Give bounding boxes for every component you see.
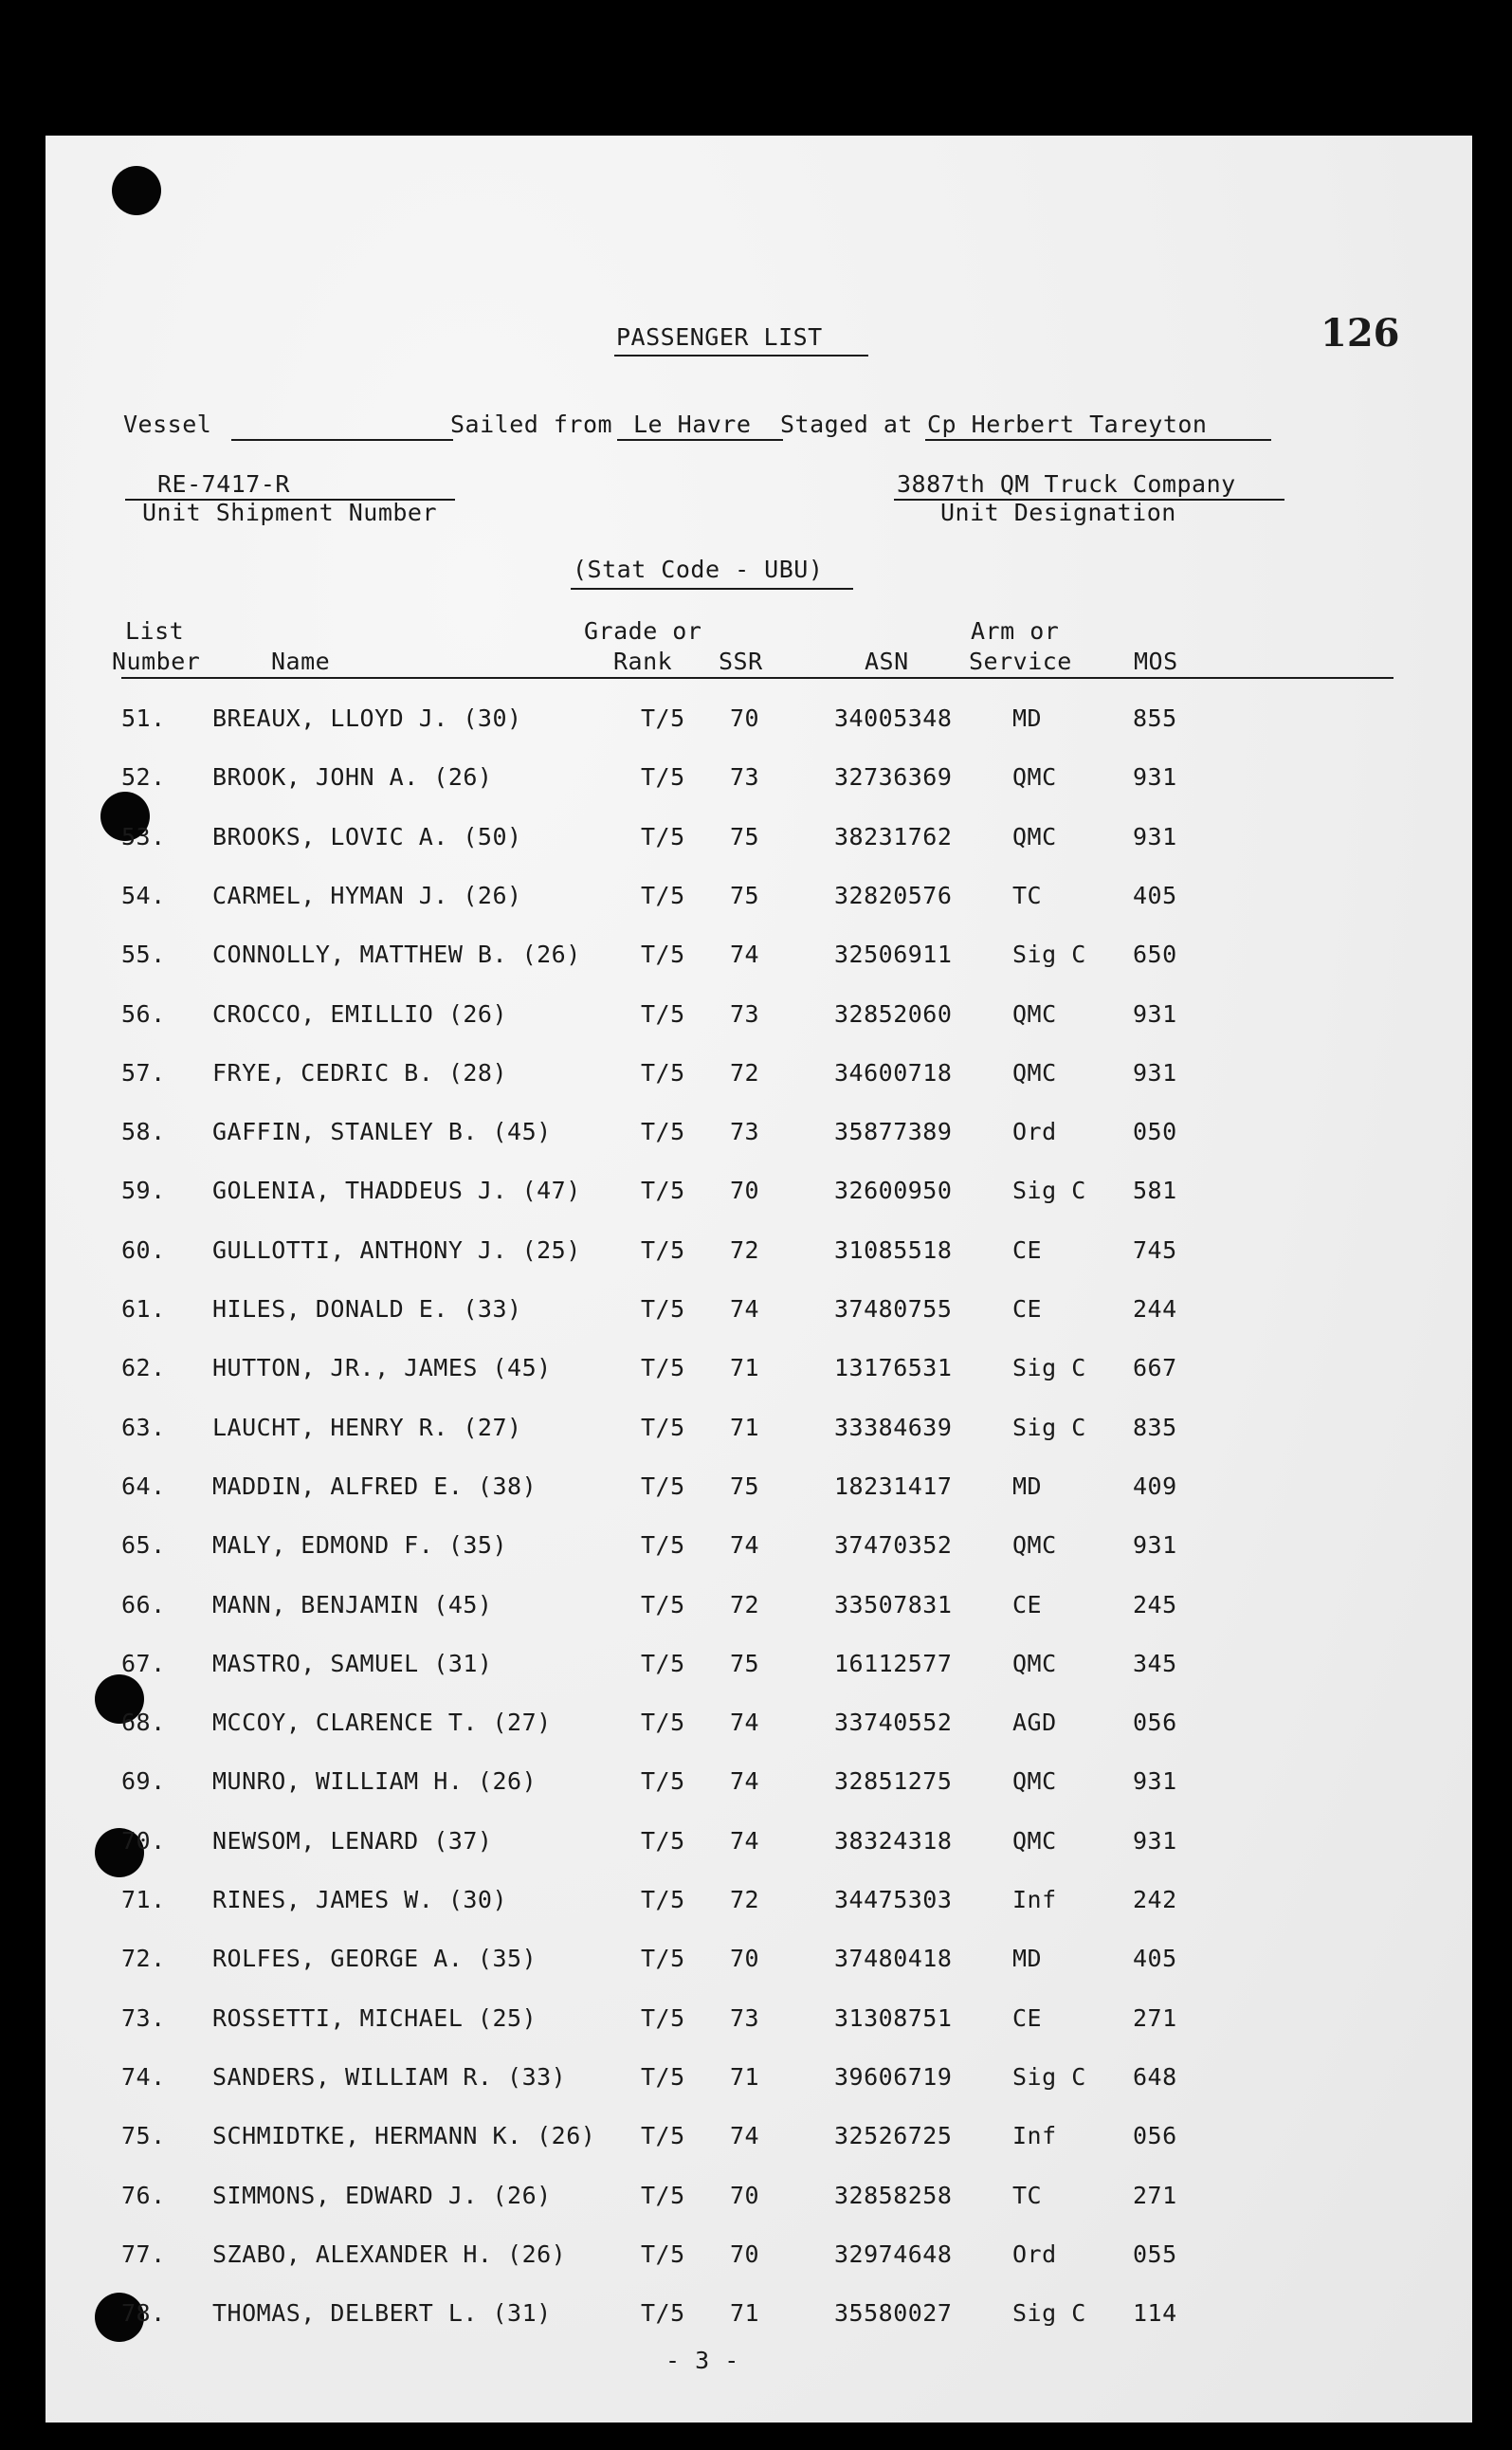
grade: T/5 [641, 1354, 685, 1382]
grade: T/5 [641, 1826, 685, 1855]
table-row [46, 1591, 1472, 1629]
mos: 242 [1133, 1886, 1177, 1913]
asn: 33740552 [834, 1709, 953, 1737]
arm-or-service: CE [1012, 1235, 1043, 1264]
passenger-name: NEWSOM, LENARD (37) [212, 1826, 493, 1855]
grade: T/5 [641, 1531, 685, 1560]
passenger-name: MUNRO, WILLIAM H. (26) [212, 1767, 537, 1796]
passenger-name: MCCOY, CLARENCE T. (27) [212, 1709, 552, 1737]
ssr: 71 [730, 2062, 760, 2091]
passenger-name: CONNOLLY, MATTHEW B. (26) [212, 941, 581, 969]
list-number: 65. [121, 1531, 166, 1560]
arm-or-service: QMC [1012, 763, 1057, 792]
passenger-name: ROLFES, GEORGE A. (35) [212, 1945, 537, 1973]
arm-or-service: Sig C [1012, 1413, 1086, 1441]
grade: T/5 [641, 1472, 685, 1500]
staged-at-value: Cp Herbert Tareyton [927, 411, 1208, 438]
table-row [46, 2063, 1472, 2101]
mos: 271 [1133, 2003, 1177, 2032]
col-header-arm-2: Service [969, 648, 1072, 675]
table-row [46, 1177, 1472, 1215]
table-row [46, 823, 1472, 861]
arm-or-service: Inf [1012, 2122, 1057, 2150]
list-number: 70. [121, 1826, 166, 1855]
passenger-name: CARMEL, HYMAN J. (26) [212, 881, 522, 909]
asn: 18231417 [834, 1472, 953, 1500]
ssr: 71 [730, 2299, 760, 2328]
ssr: 73 [730, 2003, 760, 2032]
arm-or-service: CE [1012, 1295, 1043, 1323]
mos: 745 [1133, 1235, 1177, 1264]
passenger-name: MALY, EDMOND F. (35) [212, 1531, 508, 1560]
passenger-name: SANDERS, WILLIAM R. (33) [212, 2062, 567, 2091]
col-header-asn: ASN [865, 648, 909, 675]
ssr: 72 [730, 1235, 760, 1264]
arm-or-service: TC [1012, 881, 1043, 909]
col-header-grade-2: Rank [613, 648, 673, 675]
table-row [46, 882, 1472, 920]
list-number: 56. [121, 999, 166, 1028]
table-row [46, 1886, 1472, 1924]
asn: 34475303 [834, 1886, 953, 1913]
table-row [46, 2122, 1472, 2160]
col-header-list-number-2: Number [112, 648, 201, 675]
mos: 245 [1133, 1590, 1177, 1618]
grade: T/5 [641, 1118, 685, 1146]
passenger-name: HUTTON, JR., JAMES (45) [212, 1354, 552, 1382]
list-number: 55. [121, 941, 166, 969]
list-number: 73. [121, 2003, 166, 2032]
grade: T/5 [641, 941, 685, 969]
asn: 35877389 [834, 1118, 953, 1146]
list-number: 59. [121, 1177, 166, 1205]
table-row [46, 1414, 1472, 1452]
ssr: 70 [730, 1945, 760, 1973]
passenger-name: MANN, BENJAMIN (45) [212, 1590, 493, 1618]
arm-or-service: QMC [1012, 1531, 1057, 1560]
passenger-name: GAFFIN, STANLEY B. (45) [212, 1118, 552, 1146]
ssr: 72 [730, 1058, 760, 1087]
arm-or-service: QMC [1012, 1649, 1057, 1677]
page-title: PASSENGER LIST [616, 323, 823, 351]
unit-shipment-number-label: Unit Shipment Number [142, 499, 438, 526]
ssr: 72 [730, 1886, 760, 1913]
asn: 39606719 [834, 2062, 953, 2091]
table-row [46, 2182, 1472, 2220]
grade: T/5 [641, 1235, 685, 1264]
table-row [46, 1945, 1472, 1983]
mos: 667 [1133, 1354, 1177, 1382]
list-number: 67. [121, 1649, 166, 1677]
grade: T/5 [641, 2122, 685, 2150]
grade: T/5 [641, 704, 685, 732]
mos: 409 [1133, 1472, 1177, 1500]
title-underline [614, 355, 868, 357]
list-number: 63. [121, 1413, 166, 1441]
passenger-name: MASTRO, SAMUEL (31) [212, 1649, 493, 1677]
asn: 16112577 [834, 1649, 953, 1677]
asn: 35580027 [834, 2299, 953, 2328]
mos: 931 [1133, 1826, 1177, 1855]
asn: 33384639 [834, 1413, 953, 1441]
grade: T/5 [641, 1058, 685, 1087]
vessel-underline [231, 439, 453, 441]
grade: T/5 [641, 1709, 685, 1737]
grade: T/5 [641, 1413, 685, 1441]
arm-or-service: Sig C [1012, 2062, 1086, 2091]
ssr: 70 [730, 704, 760, 732]
mos: 931 [1133, 1531, 1177, 1560]
table-row [46, 1531, 1472, 1569]
ssr: 73 [730, 999, 760, 1028]
mos: 581 [1133, 1177, 1177, 1205]
mos: 405 [1133, 1945, 1177, 1973]
sailed-from-value: Le Havre [633, 411, 752, 438]
arm-or-service: Sig C [1012, 1177, 1086, 1205]
passenger-name: SZABO, ALEXANDER H. (26) [212, 2240, 567, 2268]
sailed-from-underline [617, 439, 783, 441]
list-number: 51. [121, 704, 166, 732]
arm-or-service: Ord [1012, 2240, 1057, 2268]
mos: 056 [1133, 1709, 1177, 1737]
table-row [46, 763, 1472, 801]
arm-or-service: Sig C [1012, 2299, 1086, 2328]
asn: 34005348 [834, 704, 953, 732]
passenger-name: SIMMONS, EDWARD J. (26) [212, 2181, 552, 2209]
ssr: 74 [730, 1295, 760, 1323]
arm-or-service: MD [1012, 704, 1043, 732]
asn: 37480755 [834, 1295, 953, 1323]
table-row [46, 2299, 1472, 2337]
list-number: 58. [121, 1118, 166, 1146]
table-row [46, 1000, 1472, 1038]
arm-or-service: MD [1012, 1945, 1043, 1973]
passenger-name: LAUCHT, HENRY R. (27) [212, 1413, 522, 1441]
list-number: 74. [121, 2062, 166, 2091]
grade: T/5 [641, 1590, 685, 1618]
asn: 32974648 [834, 2240, 953, 2268]
table-row [46, 2240, 1472, 2278]
staged-at-underline [925, 439, 1271, 441]
mos: 271 [1133, 2181, 1177, 2209]
grade: T/5 [641, 1177, 685, 1205]
grade: T/5 [641, 822, 685, 850]
mos: 835 [1133, 1413, 1177, 1441]
grade: T/5 [641, 1295, 685, 1323]
arm-or-service: QMC [1012, 1767, 1057, 1796]
ssr: 70 [730, 2181, 760, 2209]
list-number: 54. [121, 881, 166, 909]
passenger-name: BREAUX, LLOYD J. (30) [212, 704, 522, 732]
unit-designation-label: Unit Designation [940, 499, 1176, 526]
mos: 931 [1133, 763, 1177, 792]
table-row [46, 2004, 1472, 2042]
passenger-name: RINES, JAMES W. (30) [212, 1886, 508, 1913]
unit-designation-value: 3887th QM Truck Company [897, 470, 1236, 498]
asn: 37480418 [834, 1945, 953, 1973]
arm-or-service: QMC [1012, 822, 1057, 850]
list-number: 57. [121, 1058, 166, 1087]
ssr: 74 [730, 1531, 760, 1560]
ssr: 74 [730, 941, 760, 969]
passenger-name: SCHMIDTKE, HERMANN K. (26) [212, 2122, 596, 2150]
passenger-name: HILES, DONALD E. (33) [212, 1295, 522, 1323]
arm-or-service: CE [1012, 1590, 1043, 1618]
list-number: 66. [121, 1590, 166, 1618]
unit-shipment-number-value: RE-7417-R [157, 470, 290, 498]
stat-code: (Stat Code - UBU) [573, 556, 824, 583]
staged-at-label: Staged at [780, 411, 913, 438]
list-number: 71. [121, 1886, 166, 1913]
passenger-name: ROSSETTI, MICHAEL (25) [212, 2003, 537, 2032]
table-row [46, 1118, 1472, 1156]
list-number: 76. [121, 2181, 166, 2209]
list-number: 69. [121, 1767, 166, 1796]
list-number: 75. [121, 2122, 166, 2150]
vessel-label: Vessel [123, 411, 212, 438]
grade: T/5 [641, 1945, 685, 1973]
ssr: 74 [730, 1767, 760, 1796]
grade: T/5 [641, 2181, 685, 2209]
asn: 32858258 [834, 2181, 953, 2209]
col-header-name: Name [271, 648, 331, 675]
grade: T/5 [641, 881, 685, 909]
ssr: 70 [730, 2240, 760, 2268]
col-header-list-number-1: List [125, 617, 185, 645]
ssr: 74 [730, 2122, 760, 2150]
table-row [46, 1650, 1472, 1688]
grade: T/5 [641, 999, 685, 1028]
table-row [46, 704, 1472, 742]
asn: 31085518 [834, 1235, 953, 1264]
mos: 114 [1133, 2299, 1177, 2328]
arm-or-service: Sig C [1012, 1354, 1086, 1382]
ssr: 75 [730, 881, 760, 909]
arm-or-service: TC [1012, 2181, 1043, 2209]
grade: T/5 [641, 763, 685, 792]
asn: 32852060 [834, 999, 953, 1028]
mos: 855 [1133, 704, 1177, 732]
col-header-grade-1: Grade or [584, 617, 702, 645]
arm-or-service: Sig C [1012, 941, 1086, 969]
ssr: 74 [730, 1709, 760, 1737]
ssr: 75 [730, 1649, 760, 1677]
list-number: 60. [121, 1235, 166, 1264]
passenger-name: GULLOTTI, ANTHONY J. (25) [212, 1235, 581, 1264]
ssr: 70 [730, 1177, 760, 1205]
grade: T/5 [641, 1649, 685, 1677]
table-row [46, 1709, 1472, 1746]
mos: 244 [1133, 1295, 1177, 1323]
passenger-name: THOMAS, DELBERT L. (31) [212, 2299, 552, 2328]
grade: T/5 [641, 1886, 685, 1913]
ssr: 75 [730, 1472, 760, 1500]
asn: 38324318 [834, 1826, 953, 1855]
list-number: 68. [121, 1709, 166, 1737]
table-row [46, 1472, 1472, 1510]
mos: 650 [1133, 941, 1177, 969]
arm-or-service: CE [1012, 2003, 1043, 2032]
ssr: 74 [730, 1826, 760, 1855]
mos: 345 [1133, 1649, 1177, 1677]
mos: 056 [1133, 2122, 1177, 2150]
list-number: 62. [121, 1354, 166, 1382]
ssr: 73 [730, 1118, 760, 1146]
grade: T/5 [641, 2062, 685, 2091]
arm-or-service: Ord [1012, 1118, 1057, 1146]
arm-or-service: Inf [1012, 1886, 1057, 1913]
arm-or-service: MD [1012, 1472, 1043, 1500]
asn: 33507831 [834, 1590, 953, 1618]
ssr: 73 [730, 763, 760, 792]
passenger-name: BROOK, JOHN A. (26) [212, 763, 493, 792]
grade: T/5 [641, 2003, 685, 2032]
table-row [46, 1354, 1472, 1392]
grade: T/5 [641, 1767, 685, 1796]
arm-or-service: QMC [1012, 1058, 1057, 1087]
col-header-ssr: SSR [719, 648, 763, 675]
stat-code-underline [571, 588, 853, 590]
document-page [46, 136, 1472, 2423]
list-number: 77. [121, 2240, 166, 2268]
ssr: 71 [730, 1413, 760, 1441]
grade: T/5 [641, 2240, 685, 2268]
ssr: 72 [730, 1590, 760, 1618]
passenger-name: BROOKS, LOVIC A. (50) [212, 822, 522, 850]
asn: 38231762 [834, 822, 953, 850]
asn: 34600718 [834, 1058, 953, 1087]
table-row [46, 1059, 1472, 1097]
arm-or-service: QMC [1012, 999, 1057, 1028]
passenger-name: CROCCO, EMILLIO (26) [212, 999, 508, 1028]
header-rule [121, 677, 1394, 679]
asn: 31308751 [834, 2003, 953, 2032]
grade: T/5 [641, 2299, 685, 2328]
table-row [46, 1236, 1472, 1274]
asn: 37470352 [834, 1531, 953, 1560]
page-footer: - 3 - [665, 2347, 739, 2374]
col-header-mos: MOS [1134, 648, 1178, 675]
asn: 32820576 [834, 881, 953, 909]
col-header-arm-1: Arm or [971, 617, 1060, 645]
list-number: 61. [121, 1295, 166, 1323]
asn: 32600950 [834, 1177, 953, 1205]
table-row [46, 941, 1472, 978]
ssr: 75 [730, 822, 760, 850]
page-number: 126 [1321, 311, 1400, 356]
arm-or-service: AGD [1012, 1709, 1057, 1737]
asn: 32506911 [834, 941, 953, 969]
mos: 055 [1133, 2240, 1177, 2268]
punch-hole [112, 166, 161, 215]
asn: 32736369 [834, 763, 953, 792]
mos: 648 [1133, 2062, 1177, 2091]
mos: 931 [1133, 999, 1177, 1028]
mos: 931 [1133, 1058, 1177, 1087]
list-number: 64. [121, 1472, 166, 1500]
table-row [46, 1827, 1472, 1865]
sailed-from-label: Sailed from [450, 411, 613, 438]
mos: 405 [1133, 881, 1177, 909]
mos: 050 [1133, 1118, 1177, 1146]
mos: 931 [1133, 822, 1177, 850]
list-number: 53. [121, 822, 166, 850]
table-row [46, 1295, 1472, 1333]
passenger-name: GOLENIA, THADDEUS J. (47) [212, 1177, 581, 1205]
asn: 32851275 [834, 1767, 953, 1796]
table-row [46, 1767, 1472, 1805]
asn: 32526725 [834, 2122, 953, 2150]
list-number: 52. [121, 763, 166, 792]
list-number: 72. [121, 1945, 166, 1973]
ssr: 71 [730, 1354, 760, 1382]
asn: 13176531 [834, 1354, 953, 1382]
mos: 931 [1133, 1767, 1177, 1796]
passenger-name: MADDIN, ALFRED E. (38) [212, 1472, 537, 1500]
passenger-name: FRYE, CEDRIC B. (28) [212, 1058, 508, 1087]
list-number: 78. [121, 2299, 166, 2328]
arm-or-service: QMC [1012, 1826, 1057, 1855]
